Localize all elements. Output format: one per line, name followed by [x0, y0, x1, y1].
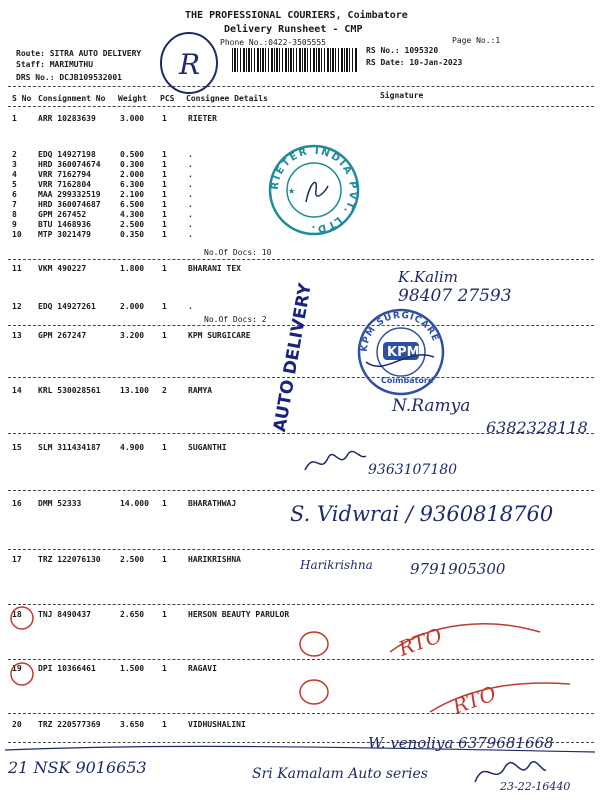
- row-consignee: RAGAVI: [188, 664, 217, 673]
- row-sno: 13: [12, 331, 22, 340]
- col-signature: Signature: [380, 91, 424, 100]
- hand-footer-left: 21 NSK 9016653: [8, 758, 147, 777]
- row-weight: 4.900: [120, 443, 145, 452]
- row-sno: 4: [12, 170, 17, 179]
- row-weight: 2.500: [120, 555, 145, 564]
- row-weight: 4.300: [120, 210, 145, 219]
- row-consignment: MAA 299332519: [38, 190, 101, 199]
- row-consignment: TRZ 122076130: [38, 555, 101, 564]
- divider-row: [8, 549, 594, 550]
- divider-header: [8, 86, 594, 87]
- hand-r11-name: K.Kalim: [398, 268, 458, 286]
- pen-r-mark: R: [179, 48, 201, 81]
- row-sno: 18: [12, 610, 22, 619]
- pen-circle-mark: [155, 28, 225, 98]
- row-sno: 5: [12, 180, 17, 189]
- row-consignment: TNJ 8490437: [38, 610, 91, 619]
- row-sno: 20: [12, 720, 22, 729]
- red-circle-mark: [296, 628, 332, 660]
- row-pcs: 1: [162, 200, 167, 209]
- divider-row: [8, 377, 594, 378]
- route-label: Route: SITRA AUTO DELIVERY: [16, 49, 142, 58]
- row-sno: 17: [12, 555, 22, 564]
- row-sno: 10: [12, 230, 22, 239]
- kpm-stamp-top: KPM SURGICARE: [359, 310, 441, 353]
- row-pcs: 1: [162, 499, 167, 508]
- row-sno: 1: [12, 114, 17, 123]
- row-consignee: .: [188, 170, 193, 179]
- row-pcs: 1: [162, 302, 167, 311]
- red-circle-mark: [8, 604, 38, 634]
- row-consignment: GPM 267452: [38, 210, 87, 219]
- row-consignment: EDQ 14927261: [38, 302, 96, 311]
- row-consignee: HARIKRISHNA: [188, 555, 241, 564]
- row-pcs: 1: [162, 160, 167, 169]
- drs-number: DRS No.: DCJB109532001: [16, 73, 122, 82]
- rieter-stamp: [266, 142, 362, 238]
- row-consignment: GPM 267247: [38, 331, 87, 340]
- divider-row: [8, 604, 594, 605]
- row-weight: 13.100: [120, 386, 149, 395]
- page-number: Page No.:1: [452, 36, 501, 45]
- row-sno: 6: [12, 190, 17, 199]
- rs-date: RS Date: 10-Jan-2023: [366, 58, 463, 67]
- row-consignee: .: [188, 150, 193, 159]
- sheet-title: Delivery Runsheet - CMP: [224, 24, 363, 35]
- row-consignment: VRR 7162804: [38, 180, 91, 189]
- row-weight: 6.300: [120, 180, 145, 189]
- row-weight: 2.100: [120, 190, 145, 199]
- row-pcs: 1: [162, 210, 167, 219]
- row-pcs: 1: [162, 220, 167, 229]
- red-circle-mark: [296, 676, 332, 708]
- col-sno: S No: [12, 94, 32, 103]
- row-consignment: DMM 52333: [38, 499, 82, 508]
- hand-r17-phone: 9791905300: [410, 560, 506, 578]
- row-consignee: HERSON BEAUTY PARULOR: [188, 610, 290, 619]
- row-sno: 12: [12, 302, 22, 311]
- hand-r19-rto: RTO: [449, 681, 500, 719]
- row-weight: 14.000: [120, 499, 149, 508]
- row-weight: 2.500: [120, 220, 145, 229]
- row-weight: 2.000: [120, 170, 145, 179]
- row-consignee: .: [188, 190, 193, 199]
- row-consignment: TRZ 220577369: [38, 720, 101, 729]
- row-weight: 0.350: [120, 230, 145, 239]
- row-weight: 6.500: [120, 200, 145, 209]
- col-consignment: Consignment No: [38, 94, 106, 103]
- footer-signature: [470, 752, 550, 792]
- row-consignee: .: [188, 200, 193, 209]
- red-circle-mark: [8, 660, 38, 690]
- row-consignment: EDQ 14927198: [38, 150, 96, 159]
- hand-footer-mid: Sri Kamalam Auto series: [252, 766, 428, 782]
- row-sno: 16: [12, 499, 22, 508]
- row-consignment: MTP 3021479: [38, 230, 91, 239]
- row-pcs: 1: [162, 443, 167, 452]
- row-pcs: 1: [162, 170, 167, 179]
- row-pcs: 1: [162, 555, 167, 564]
- row-pcs: 1: [162, 331, 167, 340]
- company-name: THE PROFESSIONAL COURIERS, Coimbatore: [185, 10, 408, 21]
- red-strike-mark: [420, 672, 580, 722]
- barcode-image: [232, 48, 358, 72]
- col-weight: Weight: [118, 94, 147, 103]
- row-pcs: 1: [162, 610, 167, 619]
- row-consignee: .: [188, 220, 193, 229]
- col-pcs: PCS: [160, 94, 175, 103]
- row-consignee: .: [188, 180, 193, 189]
- auto-delivery-stamp: AUTO DELIVERY: [270, 281, 316, 434]
- hand-r14-name: N.Ramya: [392, 396, 471, 416]
- col-consignee: Consignee Details: [186, 94, 268, 103]
- row-consignee: BHARANI TEX: [188, 264, 241, 273]
- row-consignee: BHARATHWAJ: [188, 499, 237, 508]
- row-sno: 8: [12, 210, 17, 219]
- row-sno: 2: [12, 150, 17, 159]
- row-consignment: HRD 360074687: [38, 200, 101, 209]
- divider-row: [8, 490, 594, 491]
- row-weight: 3.000: [120, 114, 145, 123]
- row-pcs: 1: [162, 664, 167, 673]
- row-sno: 7: [12, 200, 17, 209]
- row-consignee: .: [188, 160, 193, 169]
- divider-row: [8, 259, 594, 260]
- staff-label: Staff: MARIMUTHU: [16, 60, 94, 69]
- rieter-stamp-text: RIETER INDIA PVT. LTD.: [269, 145, 359, 235]
- row-weight: 1.500: [120, 664, 145, 673]
- row-consignment: DPI 10366461: [38, 664, 96, 673]
- row-consignee: RIETER: [188, 114, 217, 123]
- kpm-stamp-bottom: Coimbatore: [381, 376, 434, 385]
- row-pcs: 1: [162, 180, 167, 189]
- row-weight: 3.650: [120, 720, 145, 729]
- kpm-logo: KPM: [387, 345, 420, 360]
- row-pcs: 1: [162, 114, 167, 123]
- row-weight: 2.650: [120, 610, 145, 619]
- star-icon: ★: [288, 183, 296, 197]
- row-consignee: RAMYA: [188, 386, 213, 395]
- hand-r20-signature: W. venoliya 6379681668: [368, 734, 554, 752]
- row-sno: 11: [12, 264, 22, 273]
- row-consignee: VIDHUSHALINI: [188, 720, 246, 729]
- rs-number: RS No.: 1095320: [366, 46, 439, 55]
- hand-r15-phone: 9363107180: [368, 462, 458, 478]
- docs-count-group1: No.Of Docs: 10: [204, 248, 272, 257]
- row-consignee: SUGANTHI: [188, 443, 227, 452]
- hand-r14-phone: 6382328118: [486, 418, 588, 437]
- kpm-stamp: [356, 307, 446, 397]
- row-pcs: 1: [162, 150, 167, 159]
- row-consignee: .: [188, 210, 193, 219]
- row-consignment: KRL 530028561: [38, 386, 101, 395]
- row-weight: 1.800: [120, 264, 145, 273]
- hand-footer-right: 23-22-16440: [500, 780, 571, 793]
- row-weight: 3.200: [120, 331, 145, 340]
- row-sno: 14: [12, 386, 22, 395]
- row-pcs: 2: [162, 386, 167, 395]
- row-consignment: BTU 1468936: [38, 220, 91, 229]
- row-weight: 0.500: [120, 150, 145, 159]
- docs-count-group2: No.Of Docs: 2: [204, 315, 267, 324]
- row-consignee: KPM SURGICARE: [188, 331, 251, 340]
- row-sno: 3: [12, 160, 17, 169]
- hand-r18-rto: RTO: [395, 623, 446, 661]
- row-sno: 9: [12, 220, 17, 229]
- row-pcs: 1: [162, 190, 167, 199]
- phone-number: Phone No.:0422-3505555: [220, 38, 326, 47]
- row-weight: 0.300: [120, 160, 145, 169]
- row-pcs: 1: [162, 230, 167, 239]
- row-consignee: .: [188, 230, 193, 239]
- hand-r17-name: Harikrishna: [300, 558, 373, 572]
- row-consignment: HRD 360074674: [38, 160, 101, 169]
- row-pcs: 1: [162, 720, 167, 729]
- row-weight: 2.000: [120, 302, 145, 311]
- row-consignment: VKM 490227: [38, 264, 87, 273]
- hand-r15-signature: [300, 440, 370, 480]
- red-strike-mark: [380, 612, 550, 672]
- divider-columns: [8, 106, 594, 107]
- row-pcs: 1: [162, 264, 167, 273]
- row-sno: 15: [12, 443, 22, 452]
- row-consignee: .: [188, 302, 193, 311]
- hand-r16-signature: S. Vidwrai / 9360818760: [290, 502, 554, 526]
- row-sno: 19: [12, 664, 22, 673]
- row-consignment: VRR 7162794: [38, 170, 91, 179]
- hand-r11-phone: 98407 27593: [398, 286, 512, 306]
- row-consignment: ARR 10283639: [38, 114, 96, 123]
- row-consignment: SLM 311434187: [38, 443, 101, 452]
